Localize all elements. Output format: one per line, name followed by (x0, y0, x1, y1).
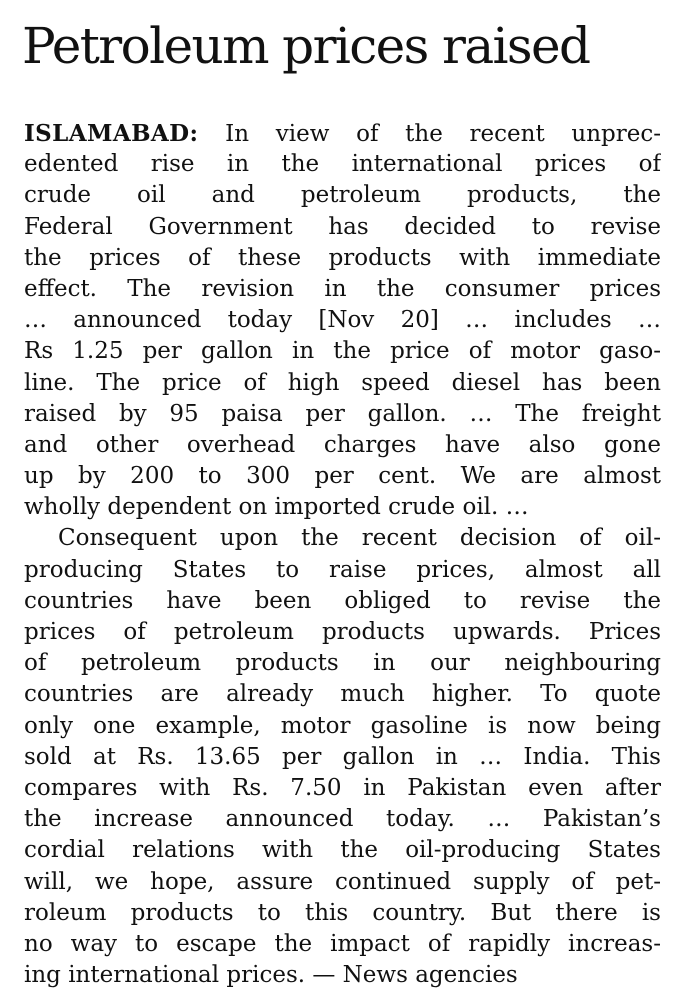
article-body (24, 118, 661, 991)
text-line: cordial relations with the oil-producing States (24, 837, 661, 864)
paragraph-2 (24, 523, 661, 991)
text-line: Federal Government has decided to revise (24, 213, 661, 240)
text-line: and other overhead charges have also gone (24, 431, 661, 458)
text-line: line. The price of high speed diesel has been (24, 369, 661, 396)
headline: Petroleum prices raised (22, 17, 590, 75)
text-line: … announced today [Nov 20] … includes … (24, 307, 661, 334)
text-line: Consequent upon the recent decision of oil- (58, 525, 661, 552)
text-line: the increase announced today. … Pakistan’s (24, 806, 661, 833)
dateline: ISLAMABAD: (24, 120, 199, 147)
line-text: In view of the recent unprec- (225, 121, 661, 147)
text-line: the prices of these products with immediate (24, 244, 661, 271)
text-line: compares with Rs. 7.50 in Pakistan even after (24, 774, 661, 801)
text-line: raised by 95 paisa per gallon. … The freight (24, 400, 661, 427)
text-line (24, 118, 661, 149)
text-line: Rs 1.25 per gallon in the price of motor gaso- (24, 338, 661, 365)
text-line: countries have been obliged to revise the (24, 587, 661, 614)
text-line: wholly dependent on imported crude oil. … (24, 494, 529, 521)
paragraph-1 (24, 118, 661, 523)
text-line: up by 200 to 300 per cent. We are almost (24, 463, 661, 490)
text-line: of petroleum products in our neighbouring (24, 650, 661, 677)
text-line: will, we hope, assure continued supply of pet- (24, 868, 661, 895)
text-line: effect. The revision in the consumer prices (24, 275, 661, 302)
text-line: crude oil and petroleum products, the (24, 182, 661, 209)
text-line: countries are already much higher. To quote (24, 681, 661, 708)
text-line: roleum products to this country. But there is (24, 899, 661, 926)
text-line: edented rise in the international prices of (24, 151, 661, 178)
text-line: prices of petroleum products upwards. Prices (24, 619, 661, 645)
text-line: ing international prices. — News agencies (24, 962, 518, 989)
text-line: sold at Rs. 13.65 per gallon in … India. This (24, 743, 661, 770)
text-line: only one example, motor gasoline is now being (24, 712, 661, 739)
text-line: producing States to raise prices, almost all (24, 556, 661, 583)
text-line: no way to escape the impact of rapidly increas- (24, 930, 661, 957)
